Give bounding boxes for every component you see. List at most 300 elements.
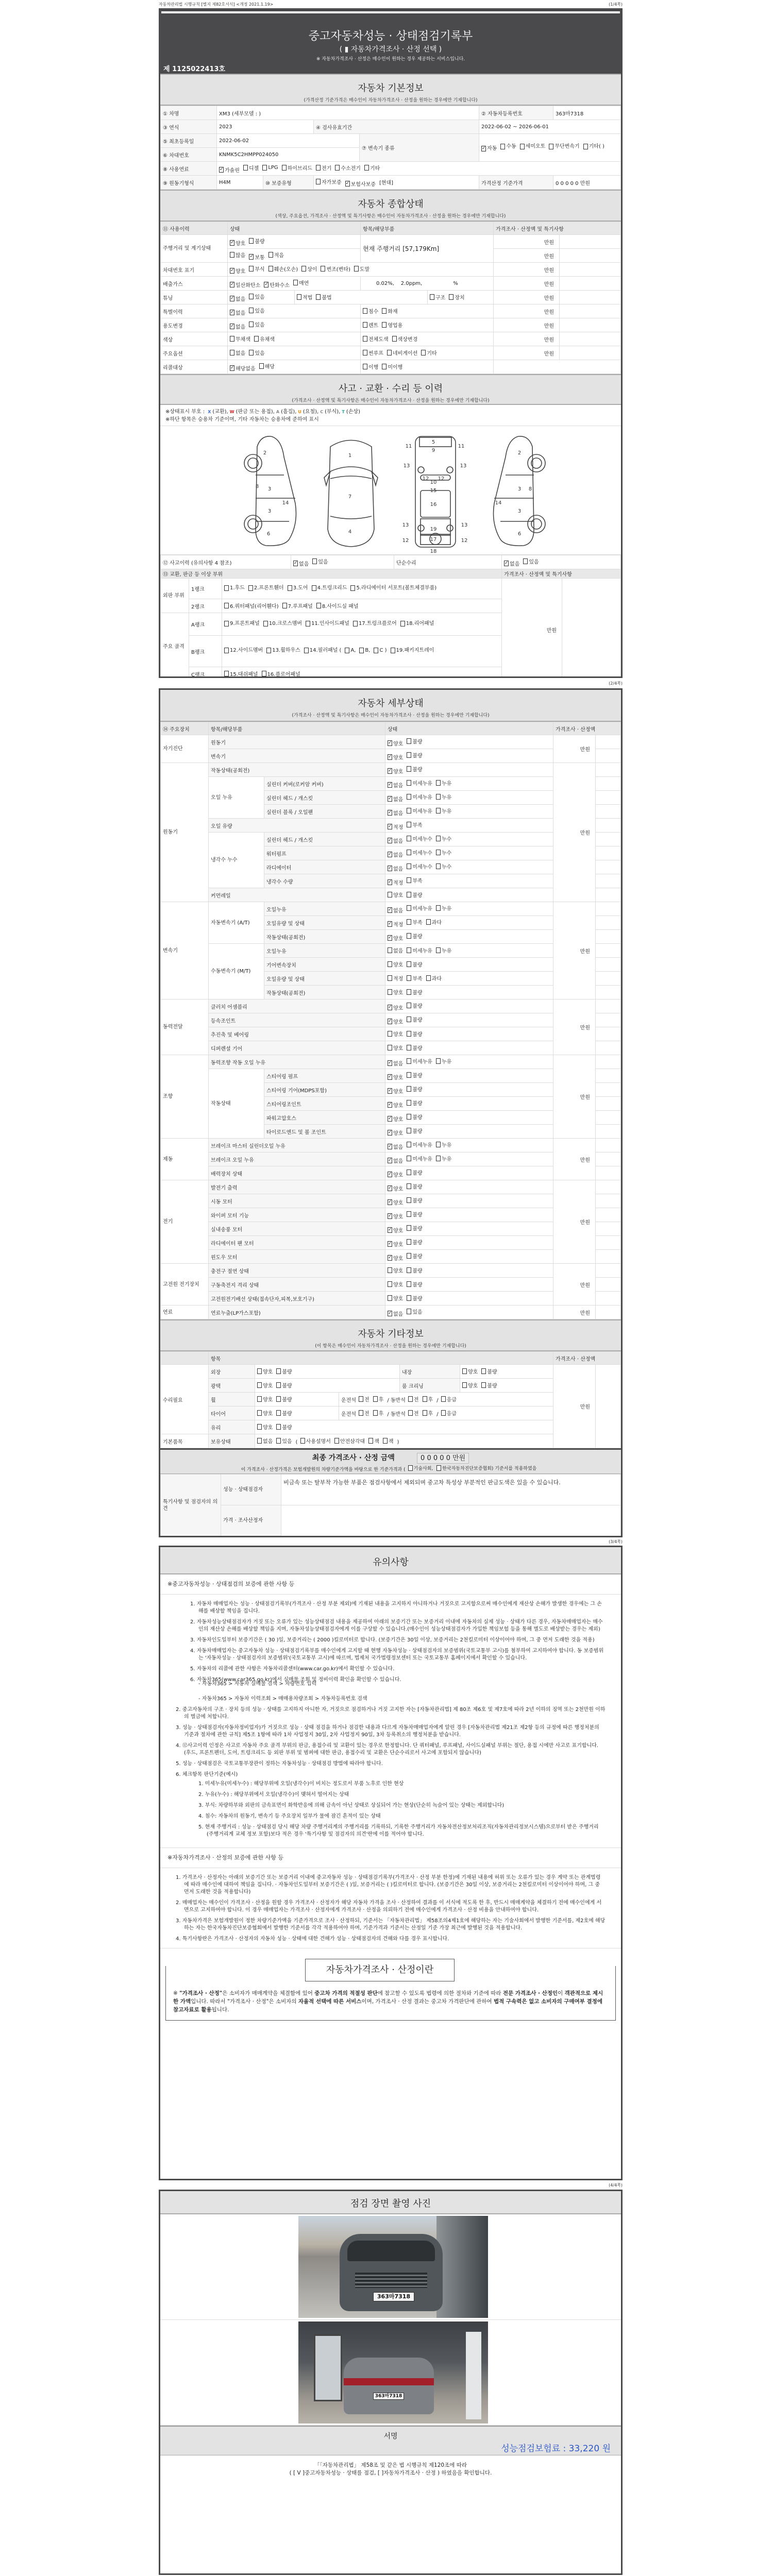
unchecked-box-icon[interactable] — [282, 603, 287, 608]
checkbox-option[interactable] — [382, 363, 402, 370]
note-cell[interactable] — [596, 916, 621, 930]
checkbox-option[interactable] — [436, 904, 451, 912]
unchecked-box-icon[interactable] — [436, 905, 441, 911]
checked-box-icon[interactable]: ✓ — [388, 1018, 392, 1024]
checked-box-icon[interactable]: ✓ — [230, 365, 234, 370]
unchecked-box-icon[interactable] — [359, 648, 364, 653]
unchecked-box-icon[interactable] — [257, 1438, 262, 1444]
checkbox-option[interactable] — [388, 1294, 403, 1302]
checkbox-option[interactable] — [407, 1044, 422, 1052]
checkbox-option[interactable] — [224, 602, 279, 609]
note-cell[interactable] — [596, 888, 621, 902]
checkbox-option[interactable] — [436, 779, 451, 787]
unchecked-box-icon[interactable] — [388, 947, 392, 953]
checkbox-option[interactable] — [276, 1409, 292, 1417]
checkbox-option[interactable] — [249, 307, 264, 314]
note-cell[interactable] — [596, 1222, 621, 1236]
checkbox-option[interactable] — [407, 1127, 422, 1134]
note-cell[interactable] — [596, 833, 621, 846]
note-cell[interactable] — [596, 1153, 621, 1166]
note-cell[interactable] — [596, 1264, 621, 1278]
unchecked-box-icon[interactable] — [400, 621, 405, 626]
checkbox-option[interactable] — [254, 335, 275, 343]
checkbox-option[interactable] — [374, 647, 386, 654]
note-cell[interactable] — [596, 1055, 621, 1069]
checkbox-option[interactable] — [407, 779, 432, 787]
unchecked-box-icon[interactable] — [426, 975, 431, 981]
checkbox-option[interactable] — [257, 1381, 273, 1389]
unchecked-box-icon[interactable] — [407, 1225, 411, 1231]
unchecked-box-icon[interactable] — [407, 766, 411, 772]
unchecked-box-icon[interactable] — [436, 947, 441, 953]
checkbox-option[interactable] — [388, 920, 403, 928]
checkbox-option[interactable] — [407, 1141, 432, 1148]
unchecked-box-icon[interactable] — [359, 1410, 363, 1416]
unchecked-box-icon[interactable] — [316, 294, 321, 300]
note-cell[interactable] — [596, 735, 621, 749]
checkbox-option[interactable] — [276, 1395, 292, 1403]
unchecked-box-icon[interactable] — [388, 989, 392, 995]
checkbox-option[interactable] — [353, 620, 397, 627]
checked-box-icon[interactable]: ✓ — [388, 823, 392, 829]
unchecked-box-icon[interactable] — [276, 1382, 281, 1388]
unchecked-box-icon[interactable] — [407, 780, 411, 786]
checkbox-option[interactable] — [219, 166, 240, 174]
unchecked-box-icon[interactable] — [462, 1368, 467, 1374]
note-cell[interactable] — [596, 930, 621, 944]
checkbox-option[interactable] — [481, 1381, 497, 1389]
inspection-photo-rear[interactable] — [298, 2321, 488, 2424]
checkbox-option[interactable] — [407, 1182, 422, 1190]
unchecked-box-icon[interactable] — [249, 321, 254, 327]
checkbox-option[interactable] — [334, 1437, 365, 1445]
checked-box-icon[interactable]: ✓ — [388, 1004, 392, 1010]
unchecked-box-icon[interactable] — [230, 252, 234, 258]
unchecked-box-icon[interactable] — [316, 165, 321, 171]
checkbox-option[interactable] — [462, 1367, 478, 1375]
checkbox-option[interactable] — [481, 145, 497, 152]
note-cell[interactable] — [560, 304, 621, 318]
checkbox-option[interactable] — [388, 1087, 403, 1095]
checked-box-icon[interactable]: ✓ — [249, 253, 254, 259]
note-cell[interactable] — [596, 1083, 621, 1097]
unchecked-box-icon[interactable] — [407, 1170, 411, 1175]
unchecked-box-icon[interactable] — [407, 752, 411, 758]
checked-box-icon[interactable]: ✓ — [388, 1074, 392, 1079]
checkbox-option[interactable] — [276, 1381, 292, 1389]
checkbox-option[interactable] — [426, 918, 442, 926]
checkbox-option[interactable] — [407, 1196, 422, 1204]
checkbox-option[interactable] — [407, 1224, 422, 1232]
note-cell[interactable] — [596, 1139, 621, 1153]
checked-box-icon[interactable]: ✓ — [264, 281, 268, 287]
checkbox-option[interactable] — [276, 1423, 292, 1431]
unchecked-box-icon[interactable] — [388, 892, 392, 897]
unchecked-box-icon[interactable] — [407, 836, 411, 841]
unchecked-box-icon[interactable] — [407, 1128, 411, 1133]
unchecked-box-icon[interactable] — [407, 1211, 411, 1217]
checkbox-option[interactable] — [436, 1141, 451, 1148]
unchecked-box-icon[interactable] — [259, 363, 264, 369]
checkbox-option[interactable] — [388, 960, 403, 968]
checkbox-option[interactable] — [263, 620, 302, 627]
inspection-photo-front[interactable] — [298, 2216, 488, 2318]
unchecked-box-icon[interactable] — [388, 1267, 392, 1273]
checked-box-icon[interactable]: ✓ — [230, 267, 234, 273]
checkbox-option[interactable] — [388, 1115, 403, 1123]
checkbox-option[interactable] — [230, 281, 260, 289]
unchecked-box-icon[interactable] — [407, 850, 411, 855]
note-cell[interactable] — [596, 958, 621, 972]
checkbox-option[interactable] — [407, 849, 432, 856]
checkbox-option[interactable] — [388, 739, 403, 747]
note-cell[interactable] — [596, 902, 621, 916]
checkbox-option[interactable] — [312, 585, 347, 591]
checkbox-option[interactable] — [388, 1073, 403, 1081]
checkbox-option[interactable] — [391, 647, 434, 654]
checkbox-option[interactable] — [257, 1437, 273, 1445]
unchecked-box-icon[interactable] — [249, 308, 254, 313]
checked-box-icon[interactable]: ✓ — [294, 560, 298, 566]
checked-box-icon[interactable]: ✓ — [230, 240, 234, 245]
checkbox-option[interactable] — [388, 974, 403, 982]
checkbox-option[interactable] — [248, 585, 284, 591]
checked-box-icon[interactable]: ✓ — [388, 1115, 392, 1121]
note-cell[interactable] — [560, 346, 621, 360]
checkbox-option[interactable] — [388, 1059, 403, 1067]
unchecked-box-icon[interactable] — [276, 1438, 281, 1444]
unchecked-box-icon[interactable] — [373, 1410, 378, 1416]
checkbox-option[interactable] — [549, 143, 579, 150]
checkbox-option[interactable] — [407, 1085, 422, 1093]
checkbox-option[interactable] — [407, 1238, 422, 1246]
checkbox-option[interactable] — [407, 974, 422, 982]
unchecked-box-icon[interactable] — [257, 1424, 262, 1430]
checkbox-option[interactable] — [388, 1226, 403, 1234]
unchecked-box-icon[interactable] — [407, 947, 411, 953]
unchecked-box-icon[interactable] — [407, 961, 411, 967]
unchecked-box-icon[interactable] — [249, 350, 254, 355]
checkbox-option[interactable] — [388, 1018, 403, 1025]
note-cell[interactable] — [596, 1236, 621, 1250]
unchecked-box-icon[interactable] — [407, 822, 411, 827]
checkbox-option[interactable] — [407, 904, 432, 912]
checkbox-option[interactable] — [436, 849, 451, 856]
unchecked-box-icon[interactable] — [436, 1058, 441, 1064]
checkbox-option[interactable] — [436, 1465, 536, 1471]
checkbox-option[interactable] — [264, 281, 290, 289]
checkbox-option[interactable] — [407, 1266, 422, 1274]
note-cell[interactable] — [560, 235, 621, 249]
checkbox-option[interactable] — [407, 1252, 422, 1260]
checkbox-option[interactable] — [423, 1395, 433, 1403]
checkbox-option[interactable] — [312, 557, 328, 565]
unchecked-box-icon[interactable] — [257, 1396, 262, 1402]
unchecked-box-icon[interactable] — [436, 863, 441, 869]
checkbox-option[interactable] — [407, 946, 432, 954]
unchecked-box-icon[interactable] — [391, 648, 395, 653]
checkbox-option[interactable] — [407, 1155, 432, 1162]
note-cell[interactable] — [596, 1278, 621, 1292]
checked-box-icon[interactable]: ✓ — [388, 1157, 392, 1163]
unchecked-box-icon[interactable] — [224, 603, 229, 608]
note-cell[interactable] — [596, 1208, 621, 1222]
checked-box-icon[interactable]: ✓ — [388, 837, 392, 843]
checkbox-option[interactable] — [436, 1155, 451, 1162]
checkbox-option[interactable] — [388, 1280, 403, 1288]
checkbox-option[interactable] — [407, 793, 432, 801]
checkbox-option[interactable] — [387, 349, 417, 357]
unchecked-box-icon[interactable] — [407, 1295, 411, 1301]
checkbox-option[interactable] — [436, 946, 451, 954]
note-cell[interactable] — [596, 1180, 621, 1194]
checkbox-option[interactable] — [407, 932, 422, 940]
checkbox-option[interactable] — [407, 1099, 422, 1107]
unchecked-box-icon[interactable] — [335, 165, 340, 171]
note-cell[interactable] — [562, 579, 621, 679]
unchecked-box-icon[interactable] — [407, 808, 411, 814]
unchecked-box-icon[interactable] — [224, 671, 229, 676]
checkbox-option[interactable] — [407, 807, 432, 815]
note-cell[interactable] — [596, 749, 621, 763]
unchecked-box-icon[interactable] — [388, 1281, 392, 1287]
unchecked-box-icon[interactable] — [276, 1424, 281, 1430]
unchecked-box-icon[interactable] — [276, 1368, 281, 1374]
checkbox-option[interactable] — [249, 349, 264, 357]
checkbox-option[interactable] — [257, 1423, 273, 1431]
checkbox-option[interactable] — [388, 946, 403, 954]
unchecked-box-icon[interactable] — [549, 144, 553, 149]
unchecked-box-icon[interactable] — [441, 1396, 446, 1402]
checkbox-option[interactable] — [421, 349, 436, 357]
checkbox-option[interactable] — [230, 309, 245, 316]
checkbox-option[interactable] — [257, 1395, 273, 1403]
unchecked-box-icon[interactable] — [407, 863, 411, 869]
unchecked-box-icon[interactable] — [262, 165, 267, 171]
unchecked-box-icon[interactable] — [407, 1100, 411, 1106]
checked-box-icon[interactable]: ✓ — [388, 1213, 392, 1218]
checkbox-option[interactable] — [316, 164, 331, 172]
checkbox-option[interactable] — [523, 557, 539, 565]
checkbox-option[interactable] — [266, 647, 300, 654]
checkbox-option[interactable] — [388, 1004, 403, 1011]
checkbox-option[interactable] — [276, 1367, 292, 1375]
unchecked-box-icon[interactable] — [363, 350, 367, 355]
unchecked-box-icon[interactable] — [407, 794, 411, 800]
unchecked-box-icon[interactable] — [388, 1031, 392, 1037]
checkbox-option[interactable] — [316, 178, 342, 185]
checkbox-option[interactable] — [462, 1381, 478, 1389]
checkbox-option[interactable] — [363, 335, 389, 343]
note-cell[interactable] — [596, 791, 621, 805]
note-cell[interactable] — [596, 1069, 621, 1083]
unchecked-box-icon[interactable] — [388, 1045, 392, 1050]
unchecked-box-icon[interactable] — [306, 621, 310, 626]
unchecked-box-icon[interactable] — [520, 144, 525, 149]
checked-box-icon[interactable]: ✓ — [230, 281, 234, 287]
unchecked-box-icon[interactable] — [373, 1396, 378, 1402]
checkbox-option[interactable] — [407, 1113, 422, 1121]
checkbox-option[interactable] — [388, 1240, 403, 1248]
unchecked-box-icon[interactable] — [249, 294, 254, 299]
checkbox-option[interactable] — [407, 1294, 422, 1302]
note-cell[interactable] — [596, 1194, 621, 1208]
checkbox-option[interactable] — [257, 1409, 273, 1417]
note-cell[interactable] — [596, 860, 621, 874]
unchecked-box-icon[interactable] — [407, 877, 411, 883]
checkbox-option[interactable] — [407, 862, 432, 870]
checked-box-icon[interactable]: ✓ — [388, 1227, 392, 1232]
unchecked-box-icon[interactable] — [243, 165, 248, 171]
unchecked-box-icon[interactable] — [426, 919, 431, 925]
checkbox-option[interactable] — [388, 1157, 403, 1164]
unchecked-box-icon[interactable] — [382, 322, 386, 328]
checkbox-option[interactable] — [388, 988, 403, 996]
checked-box-icon[interactable]: ✓ — [388, 768, 392, 773]
checkbox-option[interactable] — [301, 265, 317, 273]
checked-box-icon[interactable]: ✓ — [388, 1241, 392, 1246]
checked-box-icon[interactable]: ✓ — [388, 782, 392, 787]
checked-box-icon[interactable]: ✓ — [230, 323, 234, 329]
note-cell[interactable] — [596, 972, 621, 986]
checkbox-option[interactable] — [388, 865, 403, 872]
unchecked-box-icon[interactable] — [257, 1382, 262, 1388]
note-cell[interactable] — [596, 1166, 621, 1180]
checked-box-icon[interactable]: ✓ — [388, 879, 392, 885]
checkbox-option[interactable] — [249, 237, 264, 245]
checkbox-option[interactable] — [388, 1266, 403, 1274]
checkbox-option[interactable] — [230, 251, 245, 259]
checkbox-option[interactable] — [282, 602, 313, 609]
unchecked-box-icon[interactable] — [481, 1368, 486, 1374]
unchecked-box-icon[interactable] — [388, 1295, 392, 1301]
checkbox-option[interactable] — [441, 1409, 457, 1417]
unchecked-box-icon[interactable] — [407, 1086, 411, 1092]
checkbox-option[interactable] — [259, 362, 275, 370]
checked-box-icon[interactable]: ✓ — [388, 740, 392, 745]
checkbox-option[interactable] — [583, 143, 604, 150]
unchecked-box-icon[interactable] — [224, 621, 229, 626]
note-cell[interactable] — [596, 1250, 621, 1264]
unchecked-box-icon[interactable] — [407, 1281, 411, 1287]
checkbox-option[interactable] — [407, 1308, 422, 1315]
checkbox-option[interactable] — [504, 560, 519, 567]
checked-box-icon[interactable]: ✓ — [388, 921, 392, 926]
checkbox-option[interactable] — [388, 1030, 403, 1038]
unchecked-box-icon[interactable] — [407, 1114, 411, 1120]
checked-box-icon[interactable]: ✓ — [388, 935, 392, 940]
checkbox-option[interactable] — [363, 321, 378, 329]
checkbox-option[interactable] — [388, 1254, 403, 1262]
unchecked-box-icon[interactable] — [301, 266, 306, 272]
checked-box-icon[interactable]: ✓ — [388, 851, 392, 857]
note-cell[interactable] — [596, 986, 621, 999]
unchecked-box-icon[interactable] — [334, 1438, 339, 1444]
unchecked-box-icon[interactable] — [407, 933, 411, 939]
unchecked-box-icon[interactable] — [407, 1045, 411, 1050]
checked-box-icon[interactable]: ✓ — [388, 907, 392, 912]
unchecked-box-icon[interactable] — [254, 336, 259, 342]
checkbox-option[interactable] — [230, 267, 245, 275]
unchecked-box-icon[interactable] — [353, 621, 358, 626]
unchecked-box-icon[interactable] — [363, 308, 367, 314]
unchecked-box-icon[interactable] — [364, 165, 369, 171]
checked-box-icon[interactable]: ✓ — [230, 309, 234, 315]
unchecked-box-icon[interactable] — [382, 364, 386, 369]
checkbox-option[interactable] — [388, 1101, 403, 1109]
checkbox-option[interactable] — [408, 1395, 419, 1403]
unchecked-box-icon[interactable] — [263, 621, 268, 626]
unchecked-box-icon[interactable] — [407, 1003, 411, 1008]
checked-box-icon[interactable]: ✓ — [388, 1310, 392, 1316]
unchecked-box-icon[interactable] — [288, 585, 292, 591]
unchecked-box-icon[interactable] — [316, 179, 321, 184]
note-cell[interactable] — [560, 318, 621, 332]
unchecked-box-icon[interactable] — [436, 780, 441, 786]
unchecked-box-icon[interactable] — [363, 336, 367, 342]
unchecked-box-icon[interactable] — [374, 648, 378, 653]
checkbox-option[interactable] — [481, 1367, 497, 1375]
checkbox-option[interactable] — [388, 1310, 403, 1317]
unchecked-box-icon[interactable] — [408, 1465, 413, 1471]
unchecked-box-icon[interactable] — [441, 1410, 446, 1416]
checkbox-option[interactable] — [224, 670, 258, 677]
checkbox-option[interactable] — [407, 1210, 422, 1218]
checkbox-option[interactable] — [230, 349, 245, 357]
checkbox-option[interactable] — [293, 560, 309, 567]
unchecked-box-icon[interactable] — [436, 794, 441, 800]
checkbox-option[interactable] — [388, 934, 403, 942]
checkbox-option[interactable] — [316, 602, 359, 609]
checkbox-option[interactable] — [407, 1071, 422, 1079]
checkbox-option[interactable] — [230, 239, 245, 247]
checked-box-icon[interactable]: ✓ — [230, 295, 234, 301]
checkbox-option[interactable] — [388, 1184, 403, 1192]
checkbox-option[interactable] — [350, 585, 436, 591]
checkbox-option[interactable] — [224, 585, 245, 591]
unchecked-box-icon[interactable] — [354, 266, 359, 272]
unchecked-box-icon[interactable] — [388, 975, 392, 981]
checkbox-option[interactable] — [249, 320, 264, 328]
checkbox-option[interactable] — [436, 793, 451, 801]
checkbox-option[interactable] — [407, 1057, 432, 1065]
checkbox-option[interactable] — [407, 891, 422, 899]
checkbox-option[interactable] — [388, 767, 403, 775]
checkbox-option[interactable] — [335, 164, 361, 172]
checkbox-option[interactable] — [441, 1395, 457, 1403]
unchecked-box-icon[interactable] — [383, 1438, 388, 1444]
checkbox-option[interactable] — [436, 1057, 451, 1065]
unchecked-box-icon[interactable] — [312, 585, 316, 591]
checked-box-icon[interactable]: ✓ — [388, 1185, 392, 1191]
checkbox-option[interactable] — [354, 265, 369, 273]
note-cell[interactable] — [596, 1027, 621, 1041]
unchecked-box-icon[interactable] — [276, 1396, 281, 1402]
unchecked-box-icon[interactable] — [249, 266, 254, 272]
unchecked-box-icon[interactable] — [436, 1142, 441, 1147]
checked-box-icon[interactable]: ✓ — [388, 865, 392, 871]
note-cell[interactable] — [596, 1306, 621, 1319]
checkbox-option[interactable] — [282, 164, 312, 172]
checkbox-option[interactable] — [288, 585, 308, 591]
checked-box-icon[interactable]: ✓ — [388, 1101, 392, 1107]
checkbox-option[interactable] — [224, 620, 260, 627]
checkbox-option[interactable] — [407, 821, 422, 828]
checkbox-option[interactable] — [230, 295, 245, 302]
note-cell[interactable] — [596, 846, 621, 860]
note-cell[interactable] — [560, 263, 621, 277]
checkbox-option[interactable] — [407, 1030, 422, 1038]
